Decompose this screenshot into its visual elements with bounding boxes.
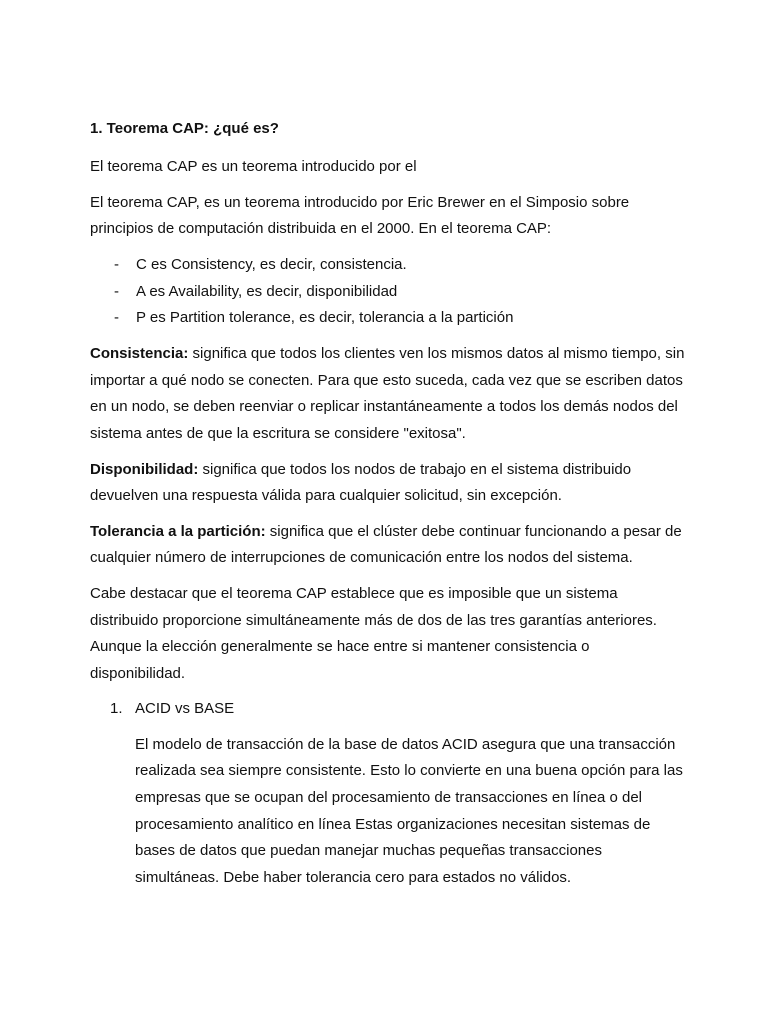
partition-term: Tolerancia a la partición: (90, 522, 266, 540)
list-item (90, 305, 688, 332)
section-heading: 1. Teorema CAP: ¿qué es? (90, 120, 279, 137)
consistency-text: significa que todos los clientes ven los mismos datos al mismo tiempo, sin importar a qué nodo se conecten. Para que esto suceda, cada vez que se escriben datos en un nodo, se deben reenviar o replicar instantáneamente a todos los demás nodos del sistema antes de que la escritura se considere "exitosa". (90, 345, 685, 442)
intro-short-paragraph: El teorema CAP es un teorema introducido por el (90, 158, 417, 175)
list-number: 1. (110, 700, 123, 718)
availability-text: significa que todos los nodos de trabajo en el sistema distribuido devuelven una respuesta válida para cualquier solicitud, sin excepción. (90, 460, 632, 505)
acid-base-paragraph: El modelo de transacción de la base de datos ACID asegura que una transacción realizada sea siempre consistente. Esto lo convierte en una buena opción para las empresas que se ocupan del procesamiento de transacciones en línea o del procesamiento analítico en línea Estas organizaciones necesitan sistemas de bases de datos que puedan manejar muchas pequeñas transacciones simultáneas. Debe haber tolerancia cero para estados no válidos. (135, 735, 683, 886)
consistency-paragraph (90, 341, 688, 447)
partition-paragraph (90, 519, 688, 572)
list-item (90, 279, 688, 306)
list-item-text: C es Consistency, es decir, consistencia. (136, 255, 407, 273)
summary-paragraph: Cabe destacar que el teorema CAP establece que es imposible que un sistema distribuido proporcione simultáneamente más de dos de las tres garantías anteriores. Aunque la elección generalmente se hace entre si mantener consistencia o disponibilidad. (90, 584, 657, 682)
availability-term: Disponibilidad: (90, 460, 199, 478)
list-item-text: P es Partition tolerance, es decir, tolerancia a la partición (136, 309, 514, 327)
availability-paragraph (90, 457, 688, 510)
list-bullet: - (114, 309, 119, 327)
list-item-title: ACID vs BASE (135, 700, 235, 718)
list-item-text: A es Availability, es decir, disponibilidad (136, 282, 398, 300)
list-item (90, 696, 688, 891)
list-item (90, 252, 688, 279)
numbered-list (90, 696, 688, 891)
intro-full-paragraph: El teorema CAP, es un teorema introducido por Eric Brewer en el Simposio sobre principios de computación distribuida en el 2000. En el teorema CAP: (90, 193, 630, 238)
cap-list (90, 252, 688, 332)
partition-text: significa que el clúster debe continuar funcionando a pesar de cualquier número de interrupciones de comunicación entre los nodos del sistema. (90, 522, 682, 567)
consistency-term: Consistencia: (90, 345, 189, 363)
list-bullet: - (114, 255, 119, 273)
list-bullet: - (114, 282, 119, 300)
